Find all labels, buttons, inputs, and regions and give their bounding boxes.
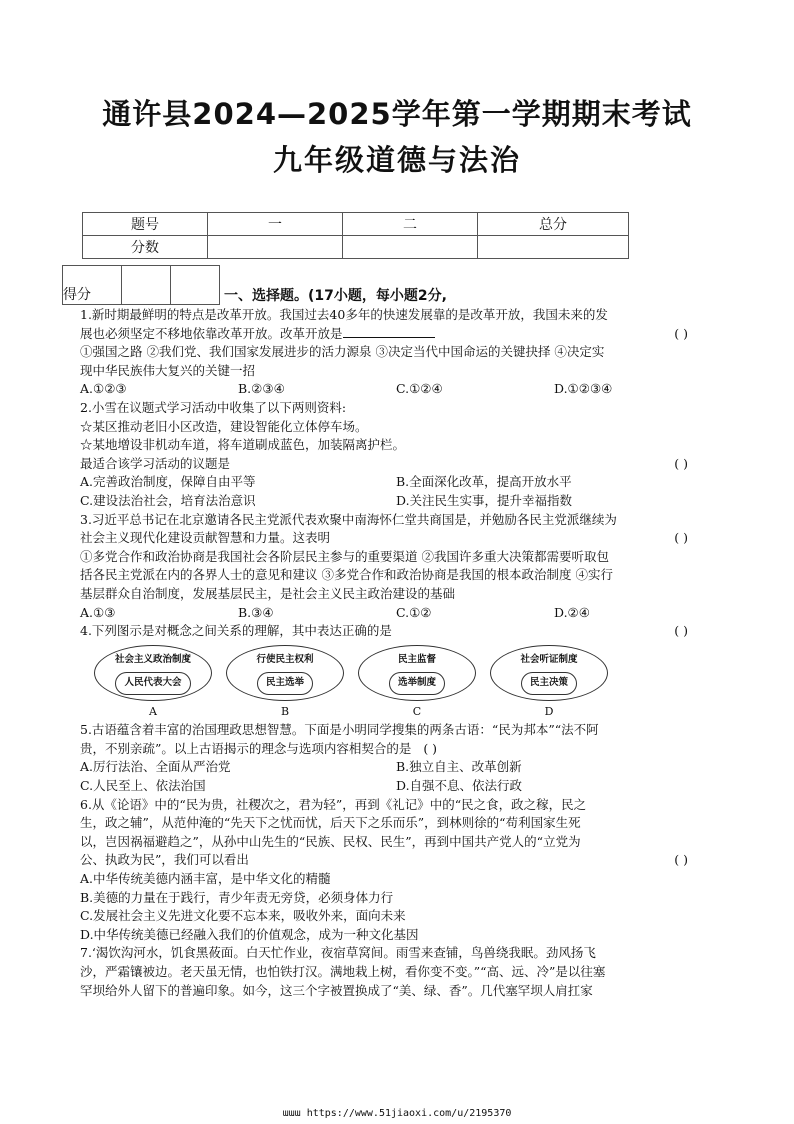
table-cell: 一 <box>208 213 343 236</box>
q2-stem: 2.小雪在议题式学习活动中收集了以下两则资料: <box>80 399 347 415</box>
diagram-letter: C <box>412 704 422 718</box>
q7-stem-cont: 沙，严霜镶被边。老天虽无情，也怕铁打汉。满地栽上树，看你变不变。”“高、远、冷”是以往塞 <box>80 964 606 979</box>
answer-paren: ( ) <box>423 740 438 756</box>
q1-stem-cont <box>80 325 712 344</box>
q5-stem-cont <box>80 740 712 759</box>
option-d: D.自强不息、依法行政 <box>396 778 523 794</box>
q4-stem-text: 4.下列图示是对概念之间关系的理解，其中表达正确的是 <box>80 623 392 639</box>
table-cell: 题号 <box>83 213 208 236</box>
table-cell[interactable] <box>122 266 171 305</box>
q2-material-2: ☆某地增设非机动车道，将车道刷成蓝色，加装隔离护栏。 <box>80 437 406 453</box>
option-c: C.建设法治社会，培育法治意识 <box>80 492 256 508</box>
option-a: A.中华传统美德内涵丰富，是中华文化的精髓 <box>80 871 331 887</box>
outer-label: 社会听证制度 <box>520 653 578 665</box>
option-d: D.关注民生实事，提升幸福指数 <box>396 492 573 508</box>
score-table <box>82 212 629 259</box>
q2-options-row2 <box>80 492 712 511</box>
option-d: D.②④ <box>554 604 590 620</box>
q5-options-row2 <box>80 777 712 796</box>
diagram-letter: B <box>280 704 290 718</box>
diagram-b <box>226 645 344 722</box>
outer-oval <box>94 645 212 701</box>
table-cell: 分数 <box>83 236 208 259</box>
q5-stem: 5.古语蕴含着丰富的治国理政思想智慧。下面是小明同学搜集的两条古语：“民为邦本”“法不阿 <box>80 722 599 738</box>
inner-label: 人民代表大会 <box>115 672 190 695</box>
q5-stem-text: 贵，不别亲疏”。以上古语揭示的理念与选项内容相契合的是 <box>80 740 412 756</box>
q2-options-row1 <box>80 473 712 492</box>
option-d: D.①②③④ <box>554 381 613 397</box>
outer-oval <box>490 645 608 701</box>
defen-label: 得分 <box>63 266 122 305</box>
q1-items-cont: 现中华民族伟大复兴的关键一招 <box>80 362 256 378</box>
q1-stem: 1.新时期最鲜明的特点是改革开放。我国过去40多年的快速发展靠的是改革开放，我国未来的发 <box>80 307 608 322</box>
table-cell: 二 <box>343 213 478 236</box>
q7-stem-cont2: 罕坝给外人留下的普遍印象。如今，这三个字被置换成了“美、绿、香”。几代塞罕坝人肩扛家 <box>80 982 593 998</box>
q6-stem-text: 公、执政为民”，我们可以看出 <box>80 852 249 868</box>
table-row <box>83 213 629 236</box>
option-c: C.①②④ <box>396 381 443 397</box>
defen-box <box>62 265 220 305</box>
diagram-a <box>94 645 212 722</box>
diagram-letter: A <box>149 704 157 718</box>
inner-label: 选举制度 <box>389 672 445 695</box>
option-b: B.独立自主、改革创新 <box>396 759 522 775</box>
q3-items-cont2: 基层群众自治制度，发展基层民主，是社会主义民主政治建设的基础 <box>80 585 456 601</box>
q1-options <box>80 380 712 399</box>
q4-stem <box>80 622 712 641</box>
answer-paren: ( ) <box>674 852 688 868</box>
inner-label: 民主选举 <box>257 672 313 695</box>
option-a: A.①③ <box>80 604 116 620</box>
table-row <box>63 266 220 305</box>
answer-paren: ( ) <box>674 623 688 639</box>
q5-options-row1 <box>80 758 712 777</box>
outer-label: 行使民主权利 <box>256 653 314 665</box>
q6-stem-cont3 <box>80 851 712 870</box>
q3-options <box>80 604 712 623</box>
table-cell[interactable] <box>343 236 478 259</box>
table-cell[interactable] <box>208 236 343 259</box>
option-b: B.美德的力量在于践行，青少年责无旁贷，必须身体力行 <box>80 889 394 905</box>
q1-stem-text: 展也必须坚定不移地依靠改革开放。改革开放是 <box>80 325 343 341</box>
option-b: B.③④ <box>238 604 274 620</box>
answer-paren: ( ) <box>674 325 688 341</box>
answer-blank <box>343 325 435 338</box>
q7-stem: 7.‘渴饮沟河水，饥食黑莜面。白天忙作业，夜宿草窝间。雨雪来查铺，鸟兽绕我眠。劲风扬飞 <box>80 945 596 961</box>
diagram-d <box>490 645 608 722</box>
option-c: C.①② <box>396 604 432 620</box>
q3-stem-text: 社会主义现代化建设贡献智慧和力量。这表明 <box>80 530 331 546</box>
diagram-letter: D <box>544 704 554 718</box>
exam-title: 通许县2024—2025学年第一学期期末考试 <box>102 97 692 131</box>
outer-oval <box>226 645 344 701</box>
diagram-c <box>358 645 476 722</box>
q3-stem: 3.习近平总书记在北京邀请各民主党派代表欢聚中南海怀仁堂共商国是，并勉励各民主党派继续为 <box>80 511 617 527</box>
option-a: A.厉行法治、全面从严治党 <box>80 759 231 775</box>
q2-ask-text: 最适合该学习活动的议题是 <box>80 455 231 471</box>
q2-material-1: ☆某区推动老旧小区改造，建设智能化立体停车场。 <box>80 418 368 434</box>
outer-label: 民主监督 <box>397 653 436 665</box>
inner-label: 民主决策 <box>521 672 577 695</box>
table-cell: 总分 <box>478 213 629 236</box>
table-cell[interactable] <box>171 266 220 305</box>
exam-subtitle: 九年级道德与法治 <box>272 143 521 177</box>
q6-stem-cont2: 以，岂因祸福避趋之”，从孙中山先生的“民族、民权、民生”，再到中国共产党人的“立党为 <box>80 833 581 849</box>
q6-stem: 6.从《论语》中的“民为贵，社稷次之，君为轻”，再到《礼记》中的“民之食，政之稼，民之 <box>80 796 587 812</box>
table-row <box>83 236 629 259</box>
option-c: C.发展社会主义先进文化要不忘本来，吸收外来，面向未来 <box>80 908 406 924</box>
section-title: 一、选择题。(17小题，每小题2分, <box>224 288 447 304</box>
q4-diagrams <box>80 641 612 722</box>
option-b: B.②③④ <box>238 381 285 397</box>
outer-oval <box>358 645 476 701</box>
option-b: B.全面深化改革，提高开放水平 <box>396 474 572 490</box>
table-cell[interactable] <box>478 236 629 259</box>
option-c: C.人民至上、依法治国 <box>80 778 206 794</box>
answer-paren: ( ) <box>674 455 688 471</box>
outer-label: 社会主义政治制度 <box>114 653 191 665</box>
q3-items-cont: 括各民主党派在内的各界人士的意见和建议 ③多党合作和政治协商是我国的根本政治制度 ④实行 <box>80 567 613 583</box>
questions <box>80 306 712 1000</box>
option-a: A.①②③ <box>80 381 127 397</box>
q1-items: ①强国之路 ②我们党、我们国家发展进步的活力源泉 ③决定当代中国命运的关键抉择 ④决定实 <box>80 344 605 360</box>
q3-stem-cont <box>80 529 712 548</box>
answer-paren: ( ) <box>674 530 688 546</box>
option-d: D.中华传统美德已经融入我们的价值观念，成为一种文化基因 <box>80 926 419 942</box>
option-a: A.完善政治制度，保障自由平等 <box>80 474 256 490</box>
footer-url: ɯɯɯ https://www.51jiaoxi.com/u/2195370 <box>282 1108 512 1119</box>
q6-stem-cont: 生，政之辅”，从范仲淹的“先天下之忧而忧，后天下之乐而乐”，到林则徐的“苟利国家生死 <box>80 815 581 831</box>
q2-ask <box>80 455 712 474</box>
q3-items: ①多党合作和政治协商是我国社会各阶层民主参与的重要渠道 ②我国许多重大决策都需要听取包 <box>80 548 609 564</box>
